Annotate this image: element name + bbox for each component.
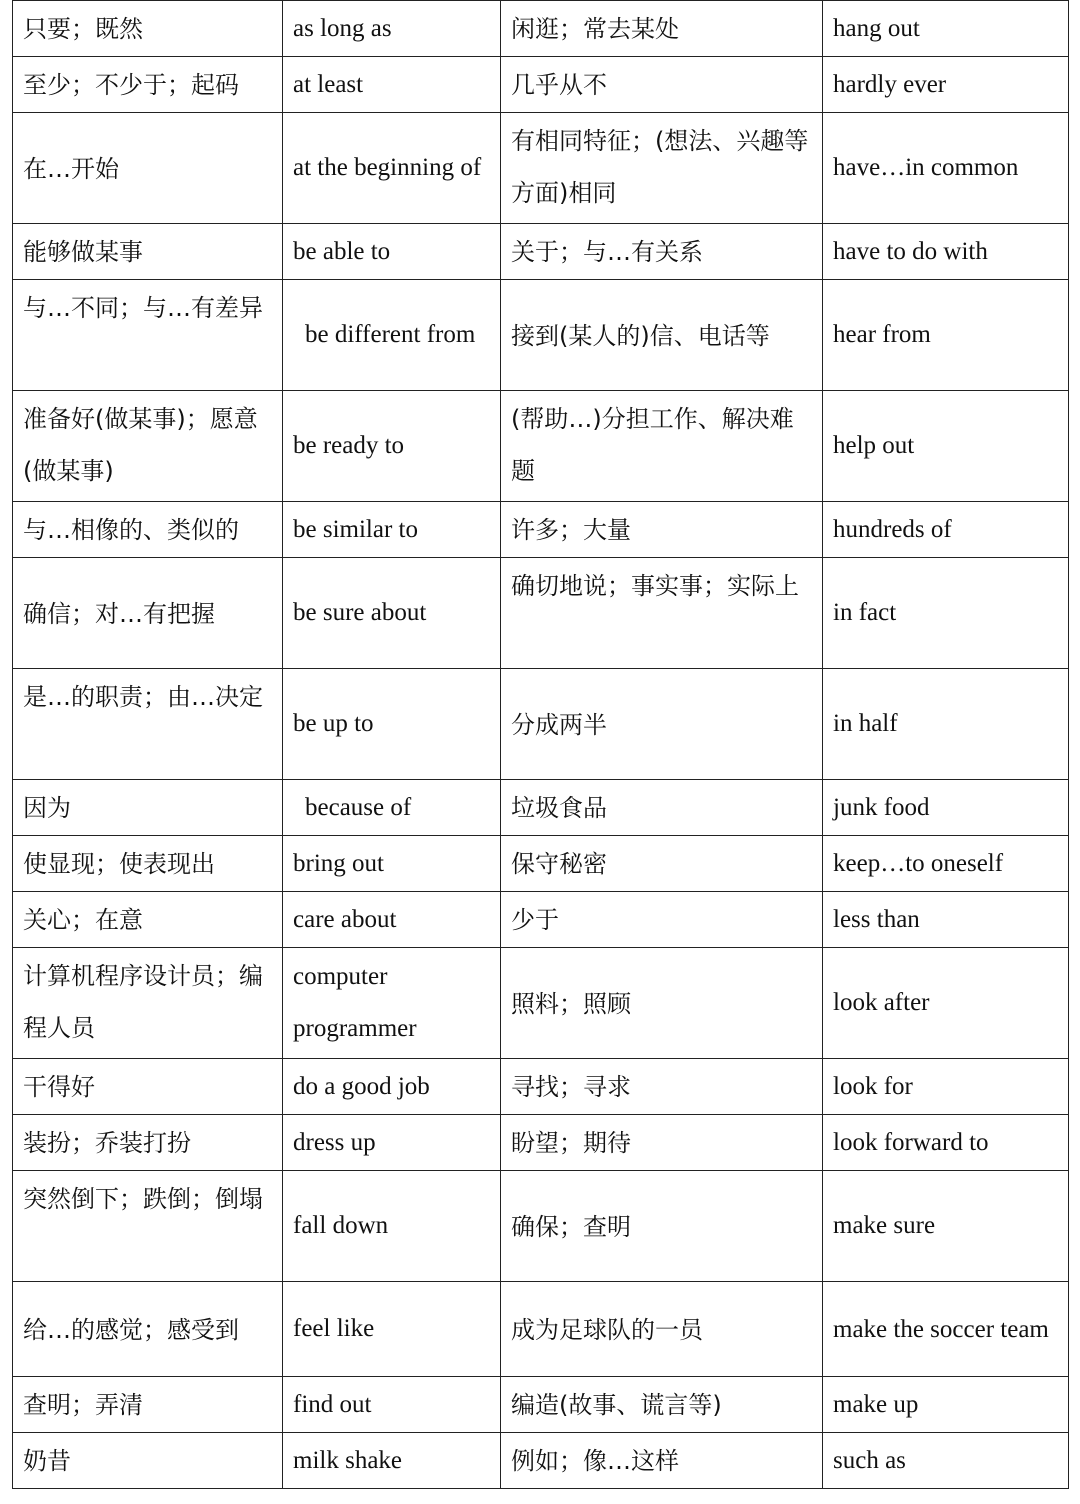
- table-row: [13, 1171, 1069, 1282]
- chinese-meaning: 闲逛；常去某处: [501, 1, 823, 57]
- chinese-meaning: 关心；在意: [13, 892, 283, 948]
- english-phrase: look forward to: [823, 1115, 1069, 1171]
- chinese-meaning: 确切地说；事实事；实际上: [501, 558, 823, 669]
- english-phrase: be able to: [283, 224, 501, 280]
- english-phrase: keep…to oneself: [823, 836, 1069, 892]
- english-phrase: in half: [823, 669, 1069, 780]
- chinese-meaning: 成为足球队的一员: [501, 1282, 823, 1377]
- chinese-meaning: 因为: [13, 780, 283, 836]
- chinese-meaning: 编造(故事、谎言等): [501, 1377, 823, 1433]
- chinese-meaning: 能够做某事: [13, 224, 283, 280]
- english-phrase: because of: [283, 780, 501, 836]
- english-phrase: at least: [283, 57, 501, 113]
- table-row: [13, 558, 1069, 669]
- table-row: [13, 948, 1069, 1059]
- english-phrase: feel like: [283, 1282, 501, 1377]
- english-phrase: be different from: [283, 280, 501, 391]
- english-phrase: make sure: [823, 1171, 1069, 1282]
- chinese-meaning: 至少；不少于；起码: [13, 57, 283, 113]
- english-phrase: hardly ever: [823, 57, 1069, 113]
- english-phrase: have…in common: [823, 113, 1069, 224]
- table-row: [13, 224, 1069, 280]
- english-phrase: in fact: [823, 558, 1069, 669]
- table-row: [13, 780, 1069, 836]
- english-phrase: hear from: [823, 280, 1069, 391]
- english-phrase: find out: [283, 1377, 501, 1433]
- chinese-meaning: 盼望；期待: [501, 1115, 823, 1171]
- english-phrase: look after: [823, 948, 1069, 1059]
- table-row: [13, 502, 1069, 558]
- english-phrase: milk shake: [283, 1433, 501, 1489]
- english-phrase: bring out: [283, 836, 501, 892]
- chinese-meaning: 在…开始: [13, 113, 283, 224]
- chinese-meaning: 与…相像的、类似的: [13, 502, 283, 558]
- chinese-meaning: 计算机程序设计员；编程人员: [13, 948, 283, 1059]
- chinese-meaning: 查明；弄清: [13, 1377, 283, 1433]
- chinese-meaning: 保守秘密: [501, 836, 823, 892]
- english-phrase: hang out: [823, 1, 1069, 57]
- table-row: [13, 391, 1069, 502]
- english-phrase: at the beginning of: [283, 113, 501, 224]
- english-phrase: dress up: [283, 1115, 501, 1171]
- table-row: [13, 892, 1069, 948]
- english-phrase: fall down: [283, 1171, 501, 1282]
- table-row: [13, 1377, 1069, 1433]
- vocabulary-table: [12, 0, 1069, 1489]
- chinese-meaning: 是…的职责；由…决定: [13, 669, 283, 780]
- chinese-meaning: 与…不同；与…有差异: [13, 280, 283, 391]
- chinese-meaning: 准备好(做某事)；愿意(做某事): [13, 391, 283, 502]
- chinese-meaning: 只要；既然: [13, 1, 283, 57]
- english-phrase: junk food: [823, 780, 1069, 836]
- english-phrase: have to do with: [823, 224, 1069, 280]
- english-phrase: make up: [823, 1377, 1069, 1433]
- english-phrase: do a good job: [283, 1059, 501, 1115]
- english-phrase: be ready to: [283, 391, 501, 502]
- table-row: [13, 1115, 1069, 1171]
- english-phrase: look for: [823, 1059, 1069, 1115]
- english-phrase: be sure about: [283, 558, 501, 669]
- table-row: [13, 1, 1069, 57]
- english-phrase: such as: [823, 1433, 1069, 1489]
- chinese-meaning: 干得好: [13, 1059, 283, 1115]
- english-phrase: make the soccer team: [823, 1282, 1069, 1377]
- table-row: [13, 669, 1069, 780]
- table-row: [13, 280, 1069, 391]
- chinese-meaning: 使显现；使表现出: [13, 836, 283, 892]
- table-row: [13, 57, 1069, 113]
- chinese-meaning: 给…的感觉；感受到: [13, 1282, 283, 1377]
- chinese-meaning: 关于；与…有关系: [501, 224, 823, 280]
- table-row: [13, 1433, 1069, 1489]
- chinese-meaning: 照料；照顾: [501, 948, 823, 1059]
- table-row: [13, 836, 1069, 892]
- chinese-meaning: 接到(某人的)信、电话等: [501, 280, 823, 391]
- english-phrase: help out: [823, 391, 1069, 502]
- english-phrase: hundreds of: [823, 502, 1069, 558]
- table-row: [13, 1059, 1069, 1115]
- table-row: [13, 113, 1069, 224]
- chinese-meaning: 奶昔: [13, 1433, 283, 1489]
- chinese-meaning: 装扮；乔装打扮: [13, 1115, 283, 1171]
- english-phrase: be similar to: [283, 502, 501, 558]
- english-phrase: be up to: [283, 669, 501, 780]
- chinese-meaning: 例如；像…这样: [501, 1433, 823, 1489]
- chinese-meaning: 确保；查明: [501, 1171, 823, 1282]
- chinese-meaning: (帮助…)分担工作、解决难题: [501, 391, 823, 502]
- chinese-meaning: 突然倒下；跌倒；倒塌: [13, 1171, 283, 1282]
- chinese-meaning: 有相同特征；(想法、兴趣等方面)相同: [501, 113, 823, 224]
- english-phrase: computer programmer: [283, 948, 501, 1059]
- chinese-meaning: 寻找；寻求: [501, 1059, 823, 1115]
- chinese-meaning: 少于: [501, 892, 823, 948]
- chinese-meaning: 垃圾食品: [501, 780, 823, 836]
- chinese-meaning: 分成两半: [501, 669, 823, 780]
- english-phrase: as long as: [283, 1, 501, 57]
- table-row: [13, 1282, 1069, 1377]
- chinese-meaning: 几乎从不: [501, 57, 823, 113]
- english-phrase: care about: [283, 892, 501, 948]
- english-phrase: less than: [823, 892, 1069, 948]
- chinese-meaning: 确信；对…有把握: [13, 558, 283, 669]
- chinese-meaning: 许多；大量: [501, 502, 823, 558]
